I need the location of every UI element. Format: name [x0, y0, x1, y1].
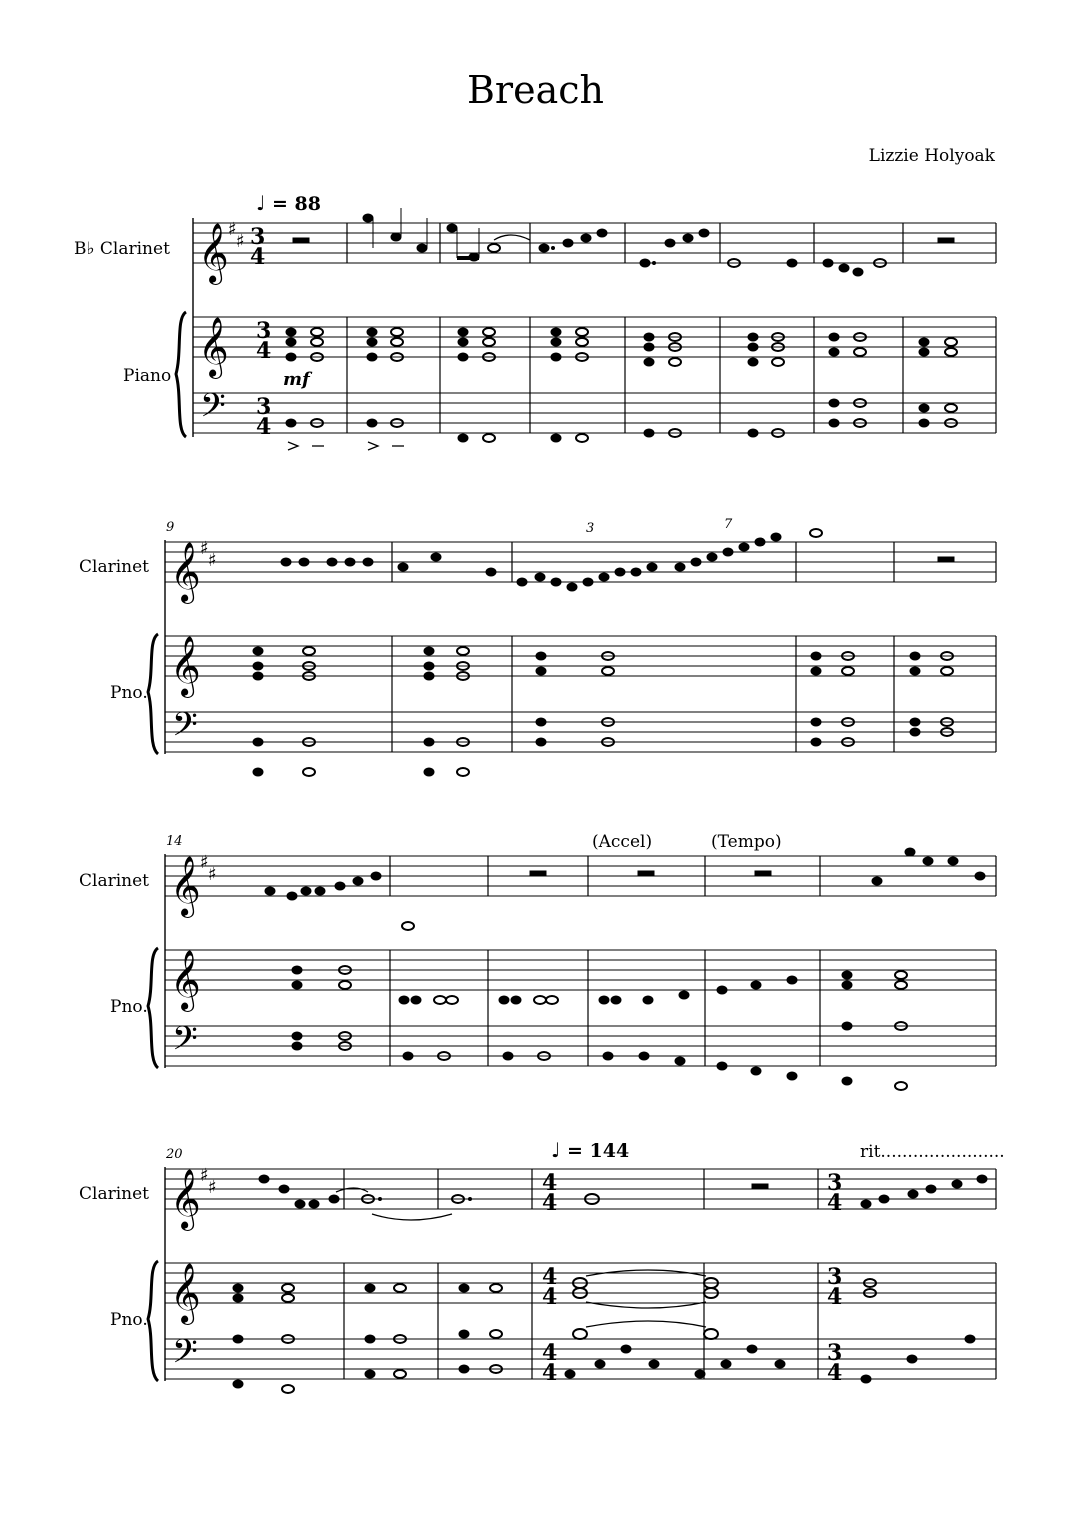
time-signature-top: 3	[827, 1264, 843, 1290]
system-1	[74, 191, 996, 450]
composer-name: Lizzie Holyoak	[868, 146, 995, 166]
tempo-marking: = 88	[272, 193, 321, 215]
note	[839, 264, 849, 272]
piano-instrument-label: Pno.	[110, 1310, 148, 1330]
piano-bass-staff	[165, 712, 996, 752]
bass-clef-icon: 𝄢	[172, 706, 198, 752]
tempo-marking: = 144	[567, 1140, 630, 1162]
piano-brace	[148, 1261, 158, 1381]
ritardando-marking: rit.......................	[860, 1142, 1005, 1162]
bass-clef-icon: 𝄢	[200, 387, 226, 433]
time-signature-top: 3	[256, 318, 272, 344]
note	[665, 239, 675, 247]
time-signature-top: 4	[542, 1170, 558, 1196]
note	[488, 244, 500, 252]
piano-instrument-label: Pno.	[110, 997, 148, 1017]
piano-bass-notes	[286, 399, 957, 450]
note	[363, 214, 373, 222]
time-signature-bottom: 4	[827, 1284, 843, 1310]
piano-brace	[176, 312, 186, 437]
time-signature-top: 3	[256, 394, 272, 420]
bass-clef-icon: 𝄢	[172, 1333, 198, 1379]
note	[787, 259, 797, 267]
key-signature-sharp-icon: ♯	[200, 1165, 209, 1186]
tuplet-number: 7	[724, 517, 733, 532]
tempo-return-marking: (Tempo)	[711, 832, 782, 852]
measure-number: 20	[166, 1147, 183, 1162]
piano-instrument-label: Pno.	[110, 683, 148, 703]
time-signature-bottom: 4	[827, 1190, 843, 1216]
piano-bass-staff	[165, 1026, 996, 1066]
piano-bass-staff	[165, 1339, 996, 1379]
time-signature-top: 4	[542, 1340, 558, 1366]
treble-clef-icon: 𝄞	[170, 542, 201, 602]
note	[853, 268, 863, 276]
key-signature-sharp-icon: ♯	[208, 864, 217, 885]
treble-clef-icon: 𝄞	[170, 856, 201, 916]
note	[683, 234, 693, 242]
time-signature-bottom: 4	[256, 338, 272, 364]
clarinet-staff	[193, 223, 996, 263]
note	[823, 259, 833, 267]
note	[447, 224, 457, 232]
note	[581, 234, 591, 242]
key-signature-sharp-icon: ♯	[228, 219, 237, 240]
accel-marking: (Accel)	[592, 832, 653, 852]
key-signature-sharp-icon: ♯	[208, 1177, 217, 1198]
tempo-note-icon: ♩	[551, 1138, 561, 1162]
system-2	[79, 517, 996, 776]
treble-clef-icon: 𝄞	[170, 950, 201, 1010]
time-signature-top: 3	[250, 224, 266, 250]
barlines	[344, 1169, 996, 1379]
dynamic-marking: mf	[283, 369, 310, 390]
note	[563, 239, 573, 247]
tuplet-number: 3	[586, 521, 595, 536]
treble-clef-icon: 𝄞	[170, 636, 201, 696]
note	[539, 244, 549, 252]
clarinet-instrument-label: B♭ Clarinet	[74, 239, 170, 259]
treble-clef-icon: 𝄞	[198, 317, 229, 377]
time-signature-bottom: 4	[250, 244, 266, 270]
clarinet-instrument-label: Clarinet	[79, 871, 149, 891]
key-signature-sharp-icon: ♯	[200, 538, 209, 559]
clarinet-staff	[165, 856, 996, 896]
note	[640, 259, 650, 267]
piano-treble-staff	[165, 950, 996, 990]
time-signature-top: 3	[827, 1170, 843, 1196]
time-signature-top: 4	[542, 1264, 558, 1290]
time-signature-bottom: 4	[542, 1190, 558, 1216]
barlines	[347, 223, 996, 433]
note	[391, 233, 401, 241]
clarinet-notes	[293, 208, 954, 276]
time-signature-bottom: 4	[542, 1284, 558, 1310]
clarinet-notes	[265, 848, 985, 930]
piano-bass-notes	[253, 718, 953, 776]
piano-brace	[148, 948, 158, 1068]
system-4	[79, 1138, 1005, 1393]
score-title: Breach	[467, 68, 604, 112]
time-signature-bottom: 4	[827, 1360, 843, 1386]
whole-rest	[938, 238, 954, 243]
clarinet-notes	[259, 1175, 987, 1220]
measure-number: 14	[166, 834, 183, 849]
key-signature-sharp-icon: ♯	[200, 852, 209, 873]
piano-treble-staff	[193, 317, 996, 357]
tempo-note-icon: ♩	[256, 191, 266, 215]
piano-treble-notes	[292, 966, 907, 1004]
piano-treble-notes	[253, 647, 953, 680]
time-signature-bottom: 4	[542, 1360, 558, 1386]
key-signature-sharp-icon: ♯	[236, 231, 245, 252]
measure-number: 9	[166, 520, 175, 535]
piano-brace	[148, 634, 158, 754]
treble-clef-icon: 𝄞	[170, 1169, 201, 1229]
time-signature-top: 3	[827, 1340, 843, 1366]
barlines	[392, 542, 996, 752]
time-signature-bottom: 4	[256, 414, 272, 440]
barlines	[390, 856, 996, 1066]
system-3	[79, 832, 996, 1090]
bass-clef-icon: 𝄢	[172, 1020, 198, 1066]
piano-instrument-label: Piano	[123, 366, 172, 386]
treble-clef-icon: 𝄞	[198, 223, 229, 283]
treble-clef-icon: 𝄞	[170, 1263, 201, 1323]
key-signature-sharp-icon: ♯	[208, 550, 217, 571]
clarinet-instrument-label: Clarinet	[79, 557, 149, 577]
piano-treble-staff	[165, 636, 996, 676]
note	[699, 229, 709, 237]
clarinet-instrument-label: Clarinet	[79, 1184, 149, 1204]
note	[417, 244, 427, 252]
whole-rest	[293, 238, 309, 243]
note	[597, 229, 607, 237]
